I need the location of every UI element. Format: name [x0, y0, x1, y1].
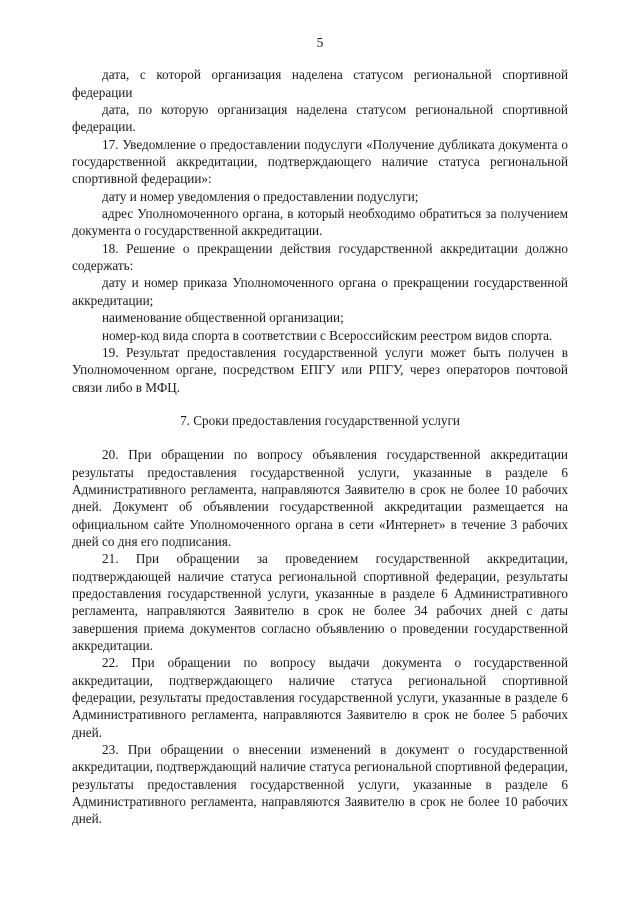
- section-title: 7. Сроки предоставления государственной услуги: [180, 412, 460, 428]
- paragraph-authority-address: адрес Уполномоченного органа, в который необходимо обратиться за получением документа о государственной аккредитации.: [72, 206, 568, 239]
- paragraph-23: 23. При обращении о внесении изменений в документ о государственной аккредитации, подтверждающий наличие статуса региональной спортивной федерации, результаты предоставления государственной услуги, указанные в разделе 6 Административного регламента, направляются Заявителю в срок не более 10 рабочих дней.: [72, 742, 568, 827]
- page-number: 5: [316, 35, 324, 50]
- paragraph-order-date-number: дату и номер приказа Уполномоченного органа о прекращении государственной аккредитации;: [72, 275, 568, 308]
- paragraph-22: 22. При обращении по вопросу выдачи документа о государственной аккредитации, подтверждающего наличие статуса региональной спортивной федерации, результаты предоставления государственной услуги, указанные в разделе 6 Административного регламента, направляются Заявителю в срок не более 5 рабочих дней.: [72, 655, 568, 740]
- paragraph-notification-date-number: дату и номер уведомления о предоставлении подуслуги;: [102, 188, 419, 204]
- paragraph-21: 21. При обращении за проведением государственной аккредитации, подтверждающей наличие статуса региональной спортивной федерации, результаты предоставления государственной услуги, указанные в разделе 6 Административного регламента, направляются Заявителю в срок не более 34 рабочих дней с даты завершения приема документов согласно объявлению о проведении государственной аккредитации.: [72, 551, 568, 653]
- document-page: [72, 34, 568, 828]
- paragraph-17-duplicate-notification: 17. Уведомление о предоставлении подуслуги «Получение дубликата документа о государственной аккредитации, подтверждающего наличие статуса региональной спортивной федерации»:: [72, 136, 568, 187]
- paragraph-20: 20. При обращении по вопросу объявления государственной аккредитации результаты предоставления государственной услуги, указанные в разделе 6 Административного регламента, направляются Заявителю в срок не более 10 рабочих дней. Документ об объявлении государственной аккредитации размещается на официальном сайте Уполномоченного органа в сети «Интернет» в течение 3 рабочих дней со дня его подписания.: [72, 447, 568, 549]
- paragraph-18-termination-decision: 18. Решение о прекращении действия государственной аккредитации должно содержать:: [72, 240, 568, 274]
- paragraph-19-result-delivery: 19. Результат предоставления государственной услуги может быть получен в Уполномоченном органе, посредством ЕПГУ или РПГУ, через операторов почтовой связи либо в МФЦ.: [72, 344, 568, 395]
- paragraph-sport-code: номер-код вида спорта в соответствии с Всероссийским реестром видов спорта.: [102, 327, 553, 343]
- paragraph-organization-name: наименование общественной организации;: [102, 310, 344, 326]
- paragraph-accreditation-end-date: дата, по которую организация наделена статусом региональной спортивной федерации.: [72, 102, 568, 135]
- paragraph-accreditation-start-date: дата, с которой организация наделена статусом региональной спортивной федерации: [72, 67, 568, 100]
